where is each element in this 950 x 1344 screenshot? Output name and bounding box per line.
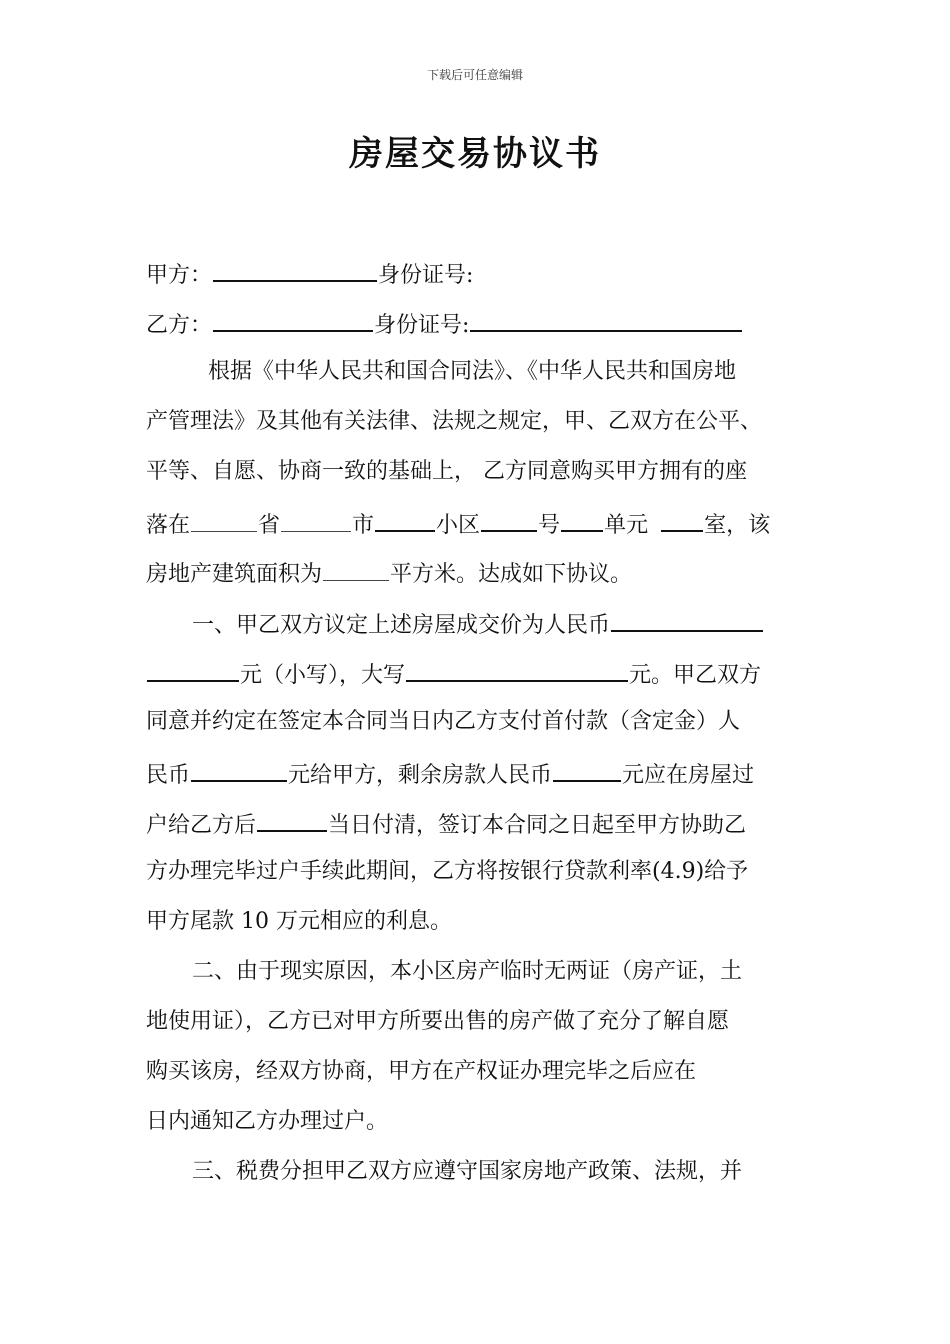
city-blank: [281, 507, 351, 532]
clause-1-text-2b: 元。甲乙双方: [629, 663, 762, 688]
intro-located-label: 落在: [146, 513, 191, 538]
clause-1-text-5a: 户给乙方后: [146, 813, 257, 838]
area-label: 房地产建筑面积为: [146, 562, 323, 587]
area-blank: [323, 556, 389, 581]
party-b-id-label: 身份证号:: [374, 313, 470, 338]
clause-1-text-2a: 元（小写），大写: [240, 663, 406, 688]
price-blank-1: [611, 606, 763, 632]
intro-line-5: [146, 556, 632, 588]
transfer-blank: [257, 806, 327, 832]
unit-blank: [561, 506, 603, 532]
clause-1-line-4: [146, 756, 754, 788]
clause-1-text-5b: 当日付清，签订本合同之日起至甲方协助乙: [328, 813, 747, 838]
unit-label: 单元: [604, 513, 649, 538]
province-label: 省: [258, 513, 281, 538]
clause-2-line-3: 购买该房，经双方协商，甲方在产权证办理完毕之后应在: [146, 1059, 697, 1084]
number-label: 号: [538, 513, 561, 538]
intro-line-3: 平等、自愿、协商一致的基础上， 乙方同意购买甲方拥有的座: [146, 459, 747, 484]
city-label: 市: [352, 513, 375, 538]
party-b-name-blank: [213, 306, 373, 332]
intro-line-2: 产管理法》及其他有关法律、法规之规定，甲、乙双方在公平、: [146, 409, 763, 434]
clause-1-line-6: 方办理完毕过户手续此期间，乙方将按银行贷款利率(4.9)给予: [146, 859, 749, 884]
clause-1-line-7: 甲方尾款 10 万元相应的利息。: [146, 909, 452, 934]
header-note: 下载后可任意编辑: [426, 68, 523, 82]
document-title: 房屋交易协议书: [349, 134, 601, 174]
clause-3-line-1: 三、税费分担甲乙双方应遵守国家房地产政策、法规，并: [192, 1159, 743, 1184]
clause-1-text-1: 一、甲乙双方议定上述房屋成交价为人民币: [192, 613, 611, 638]
intro-line-4: [146, 506, 770, 538]
party-a-label: 甲方：: [146, 263, 213, 288]
clause-1-text-4a: 民币: [146, 763, 191, 788]
community-blank: [375, 506, 435, 532]
clause-1-text-4c: 元应在房屋过: [622, 763, 755, 788]
province-blank: [191, 507, 257, 532]
price-blank-2: [147, 656, 239, 682]
clause-1-line-5: [146, 806, 746, 838]
room-label: 室，该: [704, 513, 771, 538]
room-blank: [661, 506, 703, 532]
party-a-name-blank: [213, 256, 377, 282]
clause-2-line-4: 日内通知乙方办理过户。: [146, 1109, 389, 1134]
party-a-line: [146, 256, 473, 288]
party-b-line: [146, 306, 743, 338]
clause-2-line-1: 二、由于现实原因，本小区房产临时无两证（房产证，土: [192, 959, 743, 984]
intro-line-1: 根据《中华人民共和国合同法》、《中华人民共和国房地: [208, 359, 737, 384]
remaining-payment-blank: [553, 756, 621, 782]
party-a-id-label: 身份证号:: [378, 263, 474, 288]
area-unit-label: 平方米。达成如下协议。: [390, 562, 633, 587]
community-label: 小区: [436, 513, 481, 538]
clause-1-line-1: [146, 606, 764, 638]
down-payment-blank: [191, 756, 287, 782]
number-blank: [481, 506, 537, 532]
clause-1-line-2: [146, 656, 761, 688]
price-uppercase-blank: [406, 656, 628, 682]
party-b-label: 乙方：: [146, 313, 213, 338]
clause-1-line-3: 同意并约定在签定本合同当日内乙方支付首付款（含定金）人: [146, 709, 741, 734]
party-b-id-blank: [470, 306, 742, 332]
clause-2-line-2: 地使用证），乙方已对甲方所要出售的房产做了充分了解自愿: [146, 1009, 730, 1034]
clause-1-text-4b: 元给甲方，剩余房款人民币: [288, 763, 553, 788]
